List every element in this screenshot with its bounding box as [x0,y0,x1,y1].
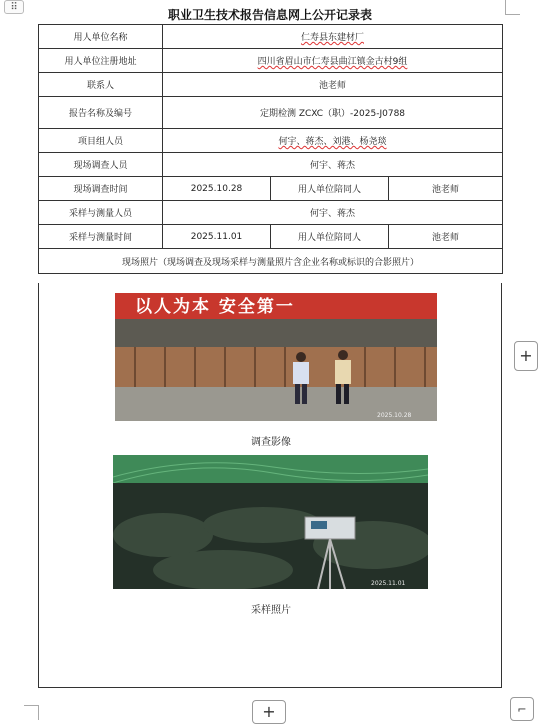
survey-date-value: 2025.10.28 [163,177,271,201]
team-value: 何宇、蒋杰、刘港、杨尧琰 [163,129,503,153]
table-row [39,177,503,201]
field-label: 用人单位名称 [39,25,163,49]
add-icon[interactable]: + [514,341,538,371]
document-title: 职业卫生技术报告信息网上公开记录表 [167,8,372,22]
sampling-photo-caption: 采样照片 [251,605,291,616]
field-label: 用人单位陪同人 [271,225,389,249]
banner-text: 以人为本 安全第一 [135,297,295,317]
sampling-photo [113,455,428,589]
sampling-photo-image [113,455,428,589]
table-row [39,249,503,274]
report-value: 定期检测 ZCXC（职）-2025-J0788 [163,97,503,129]
record-table [38,24,503,274]
field-label: 采样与测量人员 [39,201,163,225]
table-row [39,225,503,249]
survey-photo-image [115,293,437,421]
field-label: 采样与测量时间 [39,225,163,249]
table-row [39,153,503,177]
add-icon[interactable]: + [252,700,286,724]
field-label: 联系人 [39,73,163,97]
field-label: 现场调查人员 [39,153,163,177]
employer-address-value: 四川省眉山市仁寿县曲江镇金古村9组 [163,49,503,73]
contact-value: 池老师 [163,73,503,97]
table-row [39,97,503,129]
table-row [39,49,503,73]
field-label: 项目组人员 [39,129,163,153]
survey-escort-value: 池老师 [389,177,503,201]
sampling-date-value: 2025.11.01 [163,225,271,249]
photo-timestamp: 2025.11.01 [371,580,406,587]
photo-timestamp: 2025.10.28 [377,412,412,419]
table-row [39,73,503,97]
survey-staff-value: 何宇、蒋杰 [163,153,503,177]
table-row [39,25,503,49]
employer-name-value: 仁寿县东建材厂 [163,25,503,49]
survey-photo-caption: 调查影像 [251,437,291,448]
page-corner-mark [24,705,39,720]
expand-icon[interactable]: ⌐ [510,697,534,721]
table-row [39,201,503,225]
field-label: 用人单位陪同人 [271,177,389,201]
drag-handle-icon[interactable]: ⠿ [4,0,24,14]
sampling-staff-value: 何宇、蒋杰 [163,201,503,225]
photos-header: 现场照片（现场调查及现场采样与测量照片含企业名称或标识的合影照片） [39,249,503,274]
sampling-escort-value: 池老师 [389,225,503,249]
field-label: 现场调查时间 [39,177,163,201]
photo-area [38,283,502,688]
table-row [39,129,503,153]
field-label: 用人单位注册地址 [39,49,163,73]
field-label: 报告名称及编号 [39,97,163,129]
survey-photo [115,293,437,421]
